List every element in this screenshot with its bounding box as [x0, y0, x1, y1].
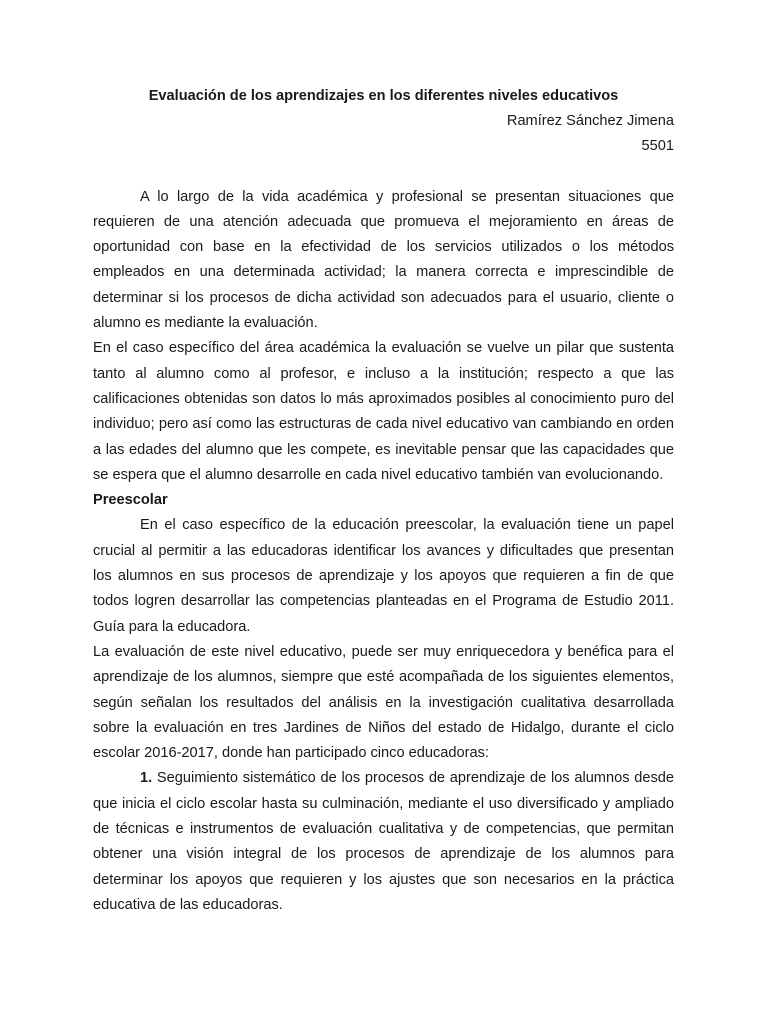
document-title: Evaluación de los aprendizajes en los diferentes niveles educativos [148, 88, 619, 104]
list-item-text: Seguimiento sistemático de los procesos de aprendizaje de los alumnos desde que inicia el ciclo escolar hasta su culminación, mediante el uso diversificado y ampliado de técnicas e instrumentos de evaluación cualitativa y de competencias, que permitan obtener una visión integral de los procesos de aprendizaje de los alumnos para determinar los apoyos que requieren y los ajustes que son necesarios en la práctica educativa de las educadoras. [93, 770, 674, 913]
paragraph-academic-area: En el caso específico del área académica la evaluación se vuelve un pilar que sustenta tanto al alumno como al profesor, e incluso a la institución; respecto a que las calificaciones obtenidas son datos lo más aproximados posibles al conocimiento puro del individuo; pero así como las estructuras de cada nivel educativo van cambiando en orden a las edades del alumno que les compete, es inevitable pensar que las capacidades que se espera que el alumno desarrolle en cada nivel educativo también van evolucionando. [93, 340, 674, 483]
paragraph-preescolar: En el caso específico de la educación preescolar, la evaluación tiene un papel crucial al permitir a las educadoras identificar los avances y dificultades que presentan los alumnos en sus procesos de aprendizaje y los apoyos que requieren a fin de que todos logren desarrollar las competencias planteadas en el Programa de Estudio 2011. Guía para la educadora. [93, 517, 674, 635]
paragraph-evaluation-level: La evaluación de este nivel educativo, puede ser muy enriquecedora y benéfica para el aprendizaje de los alumnos, siempre que esté acompañada de los siguientes elementos, según señalan los resultados del análisis en la investigación cualitativa desarrollada sobre la evaluación en tres Jardines de Niños del estado de Hidalgo, durante el ciclo escolar 2016-2017, donde han participado cinco educadoras: [93, 643, 674, 762]
spacer [93, 160, 674, 185]
document-page [93, 84, 674, 918]
list-item-1 [93, 766, 674, 918]
paragraph-intro: A lo largo de la vida académica y profesional se presentan situaciones que requieren de una atención adecuada que promueva el mejoramiento en áreas de oportunidad con base en la efectividad de los servicios utilizados o los métodos empleados en una determinada actividad; la manera correcta e imprescindible de determinar si los procesos de dicha actividad son adecuados para el usuario, cliente o alumno es mediante la evaluación. [93, 188, 674, 332]
section-heading-preescolar: Preescolar [93, 492, 168, 509]
author-name: Ramírez Sánchez Jimena [506, 113, 674, 129]
group-number: 5501 [641, 138, 674, 155]
list-item-number: 1. [140, 770, 153, 787]
